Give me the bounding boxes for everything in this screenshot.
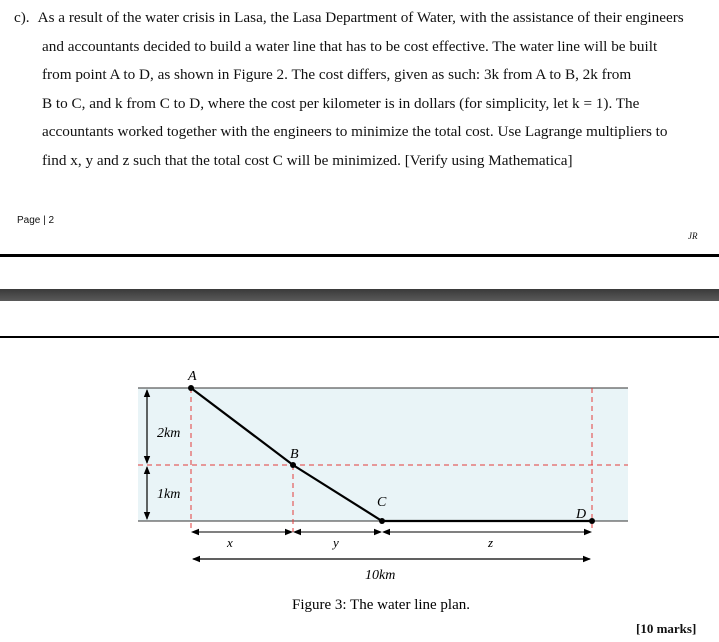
label-c: C [377,495,387,510]
question-line-3: from point A to D, as shown in Figure 2. The cost differs, given as such: 3k from A to B, 2k from [42,66,632,83]
point-d [589,518,595,524]
dim-1km-label: 1km [157,487,181,502]
water-line-figure [0,360,719,622]
page-header-rule [0,336,719,338]
author-initials: JR [688,231,698,241]
point-a [188,385,194,391]
point-b [290,462,296,468]
dim-z-label: z [488,535,494,550]
label-d: D [576,507,587,522]
figure-caption: Figure 3: The water line plan. [292,597,471,613]
dim-x-label: x [227,535,233,550]
question-label: c). [14,9,30,26]
dim-total-label: 10km [365,568,396,583]
question-line-5: accountants worked together with the engineers to minimize the total cost. Use Lagrange multipliers to [42,123,668,140]
question-line-1: As a result of the water crisis in Lasa, the Lasa Department of Water, with the assistance of their engineers [37,9,684,26]
label-a: A [188,369,197,384]
page-number: Page | 2 [17,215,55,226]
question-line-2: and accountants decided to build a water line that has to be cost effective. The water line will be built [42,37,658,55]
marks-label: [10 marks] [636,621,697,636]
question-line-4: B to C, and k from C to D, where the cost per kilometer is in dollars (for simplicity, let k = 1). The [42,94,640,112]
dim-y-label: y [333,535,339,550]
point-c [379,518,385,524]
page-break-band [0,289,719,301]
question-text [14,4,704,175]
page-divider [0,254,719,257]
label-b: B [290,447,299,462]
question-line-6: find x, y and z such that the total cost C will be minimized. [Verify using Mathematica] [42,151,573,169]
dim-2km-label: 2km [157,426,181,441]
